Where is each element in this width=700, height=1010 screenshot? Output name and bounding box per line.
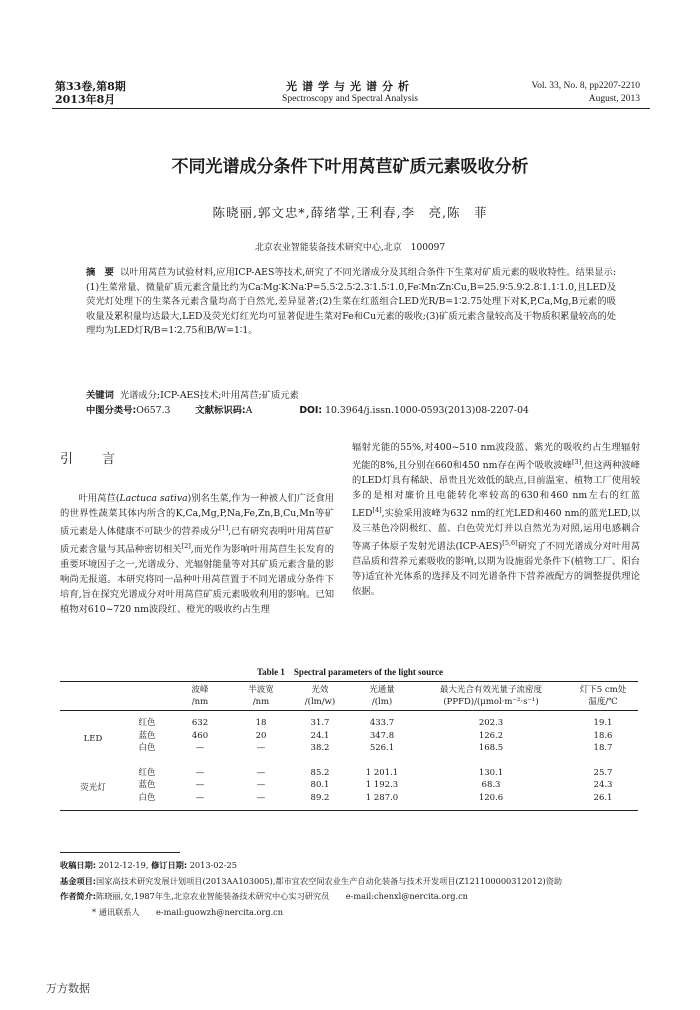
table-cell: 1 192.3: [365, 780, 399, 790]
table-cell: 蓝色: [138, 730, 156, 741]
intro-column-right: [352, 440, 640, 599]
header-rule: [52, 108, 650, 109]
table-cell: 38.2: [310, 743, 330, 753]
table-cell: 80.1: [310, 780, 330, 790]
table-cell: —: [256, 743, 266, 753]
issue-date: 2013年8月: [55, 93, 116, 106]
volume-issue: 第33卷,第8期: [55, 80, 126, 93]
intro-text: 辐射光能的55%,对400~510 nm波段蓝、紫光的吸收约占生理辐射光能的8%,且分别在660和450 nm存在两个吸收波峰: [352, 442, 640, 472]
table-cell: —: [256, 767, 266, 778]
intro-text: )别名生菜,作为一种被人们广泛食用的世界性蔬菜其体内所含的K,Ca,Mg,P,Na,Fe,Zn,B,Cu,Mn等矿质元素是人体健康不可缺少的营养成分: [60, 493, 334, 538]
intro-text: ,但这两种波峰的LED灯具有稀缺、昂贵且光效低的缺点,目前温室、植物工厂使用较多的是相对廉价且电能转化率较高的630和460 nm左右的红蓝LED: [352, 460, 640, 520]
author-bio-line: [60, 889, 660, 905]
table-cell: 红色: [138, 767, 156, 778]
author-list: 陈晓丽,郭文忠*,薛绪掌,王利春,李 亮,陈 菲: [212, 205, 488, 220]
table-row: [60, 761, 638, 780]
footnote-rule: [60, 852, 180, 853]
table-header: [60, 682, 126, 711]
table-cell: 24.1: [310, 730, 330, 741]
table-cell: 白色: [126, 792, 168, 811]
abstract-text: 以叶用莴苣为试验材料,应用ICP-AES等技术,研究了不同光谱成分及其组合条件下生菜对矿质元素的吸收特性。结果显示:(1)生菜常量、微量矿质元素含量比约为Ca∶Mg∶K∶Na∶P=5.5∶2.5∶2.3∶1.5∶1.0,Fe∶Mn∶Zn∶Cu,B=25.9∶5.9∶2.8∶1.1∶1.0,且LED及荧光灯处理下的生菜各元素含量均高于自然光,差异显著;(2)生菜在红蓝组合LED光R/B=1∶2.75处理下对K,P,Ca,Mg,B元素的吸收量及累积量均达最大,LED及荧光灯红光均可显著促进生菜对Fe和Cu元素的吸收;(3)矿质元素含量较高及干物质积累量较高的处理均为LED灯R/B=1∶2.75和B/W=1∶1。: [86, 267, 616, 337]
classification-line: [86, 403, 646, 418]
clc-label: 中图分类号:: [86, 405, 137, 416]
revised-date: 2013-02-25: [189, 860, 237, 870]
doc-code-value: A: [245, 405, 253, 416]
table-cell: 68.3: [481, 780, 501, 790]
table-row: [60, 730, 638, 743]
keywords-block: [86, 388, 646, 418]
volume-pages: Vol. 33, No. 8, pp2207-2210: [531, 81, 640, 91]
received-date: 2012-12-19,: [98, 860, 149, 870]
table-cell: 24.3: [593, 780, 613, 790]
corresponding-author: * 通讯联系人 e-mail:guowzh@nercita.org.cn: [92, 906, 284, 917]
table-cell: 31.7: [310, 718, 330, 728]
funding-text: 国家高技术研究发展计划项目(2013AA103005),都市宜农空间农业生产自动化装备与技术开发项目(Z121100000312012)资助: [96, 875, 563, 886]
group-label: LED: [83, 733, 103, 744]
issue-month: August, 2013: [588, 94, 640, 104]
spectral-parameters-table: [60, 681, 638, 811]
table-cell: 85.2: [310, 767, 330, 778]
table-cell: —: [168, 792, 232, 811]
table-cell: 26.1: [568, 792, 638, 811]
table-cell: 168.5: [478, 743, 504, 753]
table-header: 半波宽 /nm: [232, 682, 290, 711]
table-cell: 18: [255, 718, 267, 728]
table-cell: —: [195, 743, 205, 753]
table-header: [126, 682, 168, 711]
table-row: [60, 711, 638, 730]
table-cell: 20: [255, 730, 267, 741]
doc-code-label: 文献标识码:: [195, 405, 246, 416]
intro-text: 叶用莴苣(: [78, 493, 120, 504]
table-cell: 202.3: [478, 718, 504, 728]
watermark: 万方数据: [46, 982, 90, 995]
funding-line: [60, 874, 660, 890]
table-cell: 19.1: [593, 718, 613, 728]
journal-name-en: Spectroscopy and Spectral Analysis: [282, 94, 418, 104]
clc-value: O657.3: [136, 405, 171, 416]
doi-value: 10.3964/j.issn.1000-0593(2013)08-2207-04: [325, 405, 529, 416]
paper-title: 不同光谱成分条件下叶用莴苣矿质元素吸收分析: [171, 157, 529, 177]
doi-label: DOI:: [299, 405, 323, 416]
table-cell: 18.6: [593, 730, 613, 741]
table-cell: 130.1: [478, 767, 504, 778]
table-cell: 120.6: [414, 792, 568, 811]
journal-issue: [55, 80, 126, 106]
intro-column-left: [60, 452, 334, 617]
table-cell: 433.7: [369, 718, 395, 728]
table-cell: 89.2: [290, 792, 350, 811]
table-header: 光效 /(lm/w): [290, 682, 350, 711]
affiliation: 北京农业智能装备技术研究中心,北京 100097: [254, 243, 446, 253]
abstract: [86, 266, 616, 339]
table-row: [60, 742, 638, 761]
table-cell: —: [195, 767, 205, 778]
journal-name-cn: 光谱学与光谱分析: [286, 80, 414, 93]
table-cell: 347.8: [369, 730, 395, 741]
table-header: 光通量 /(lm): [350, 682, 414, 711]
citation-ref: [2]: [181, 542, 191, 551]
intro-text: 研究了不同光谱成分对叶用莴苣品质和营养元素吸收的影响,以期为设施弱光条件下(植物工厂、阳台等)适宜补光体系的选择及不同光谱条件下营养液配方的调整提供理论依据。: [352, 541, 640, 598]
author-bio-label: 作者简介:: [60, 891, 97, 901]
journal-name: [200, 80, 500, 106]
table-header: 波峰 /nm: [168, 682, 232, 711]
author-bio-text: 陈晓丽,女,1987年生,北京农业智能装备技术研究中心实习研究员 e-mail:chenxl@nercita.org.cn: [96, 891, 468, 901]
received-label: 收稿日期:: [60, 860, 97, 870]
citation-ref: [1]: [218, 524, 229, 532]
table-header-row: [60, 682, 638, 711]
table-cell: 1 201.1: [365, 767, 399, 778]
intro-paragraph-cont: [352, 440, 640, 599]
funding-label: 基金项目:: [60, 875, 97, 886]
table-cell: 白色: [138, 743, 156, 753]
citation-ref: [5,6]: [502, 539, 518, 548]
table-cell: 1 287.0: [350, 792, 414, 811]
abstract-label: 摘 要: [86, 267, 114, 278]
section-heading-intro: 引 言: [60, 452, 124, 467]
table-cell: 526.1: [369, 743, 395, 753]
table-cell: 蓝色: [138, 780, 156, 790]
intro-text: ,实验采用波峰为632 nm的红光LED和460 nm的蓝光LED,以及三基色冷阴极红、蓝、白色荧光灯并以自然光为对照,运用电感耦合等离子体原子发射光谱法(ICP-AES): [352, 508, 640, 553]
table-cell: —: [195, 780, 205, 790]
received-date-line: [60, 858, 660, 874]
table-row: [60, 792, 638, 811]
citation-ref: [3]: [571, 458, 582, 466]
table-cell: 632: [191, 718, 209, 728]
table-cell: 18.7: [593, 743, 613, 753]
table-cell: 红色: [138, 718, 156, 728]
journal-citation: [531, 80, 640, 106]
keywords-label: 关键词: [86, 390, 114, 401]
intro-text: ,已有研究表明叶用莴苣矿质元素含量与其品种密切相关: [60, 526, 334, 556]
table-cell: 25.7: [593, 767, 613, 778]
table-cell: —: [256, 780, 266, 790]
citation-ref: [4]: [372, 506, 382, 515]
group-label: 荧光灯: [60, 761, 126, 811]
table-row: [60, 779, 638, 792]
latin-name: Lactuca sativa: [119, 493, 188, 504]
revised-label: 修订日期:: [151, 860, 188, 870]
footnotes: [60, 858, 660, 920]
table-header: 灯下5 cm处 温度/℃: [568, 682, 638, 711]
table-cell: 460: [191, 730, 209, 741]
keywords-text: 光谱成分;ICP-AES技术;叶用莴苣;矿质元素: [119, 390, 299, 401]
table-cell: 126.2: [478, 730, 504, 741]
table-caption: Table 1 Spectral parameters of the light source: [257, 667, 443, 677]
intro-text: ,而光作为影响叶用莴苣生长发育的重要环境因子之一,光谱成分、光辐射能量等对其矿质元素含量的影响尚无报道。本研究将同一品种叶用莴苣置于不同光谱成分条件下培育,旨在探究光谱成分对叶用莴苣矿质元素吸收利用的影响。已知植物对610~720 nm波段红、橙光的吸收约占生理: [60, 544, 334, 616]
table-cell: —: [232, 792, 290, 811]
intro-paragraph: [60, 491, 334, 617]
table-header: 最大光合有效光量子流密度 (PPFD)/(μmol·m⁻²·s⁻¹): [414, 682, 568, 711]
